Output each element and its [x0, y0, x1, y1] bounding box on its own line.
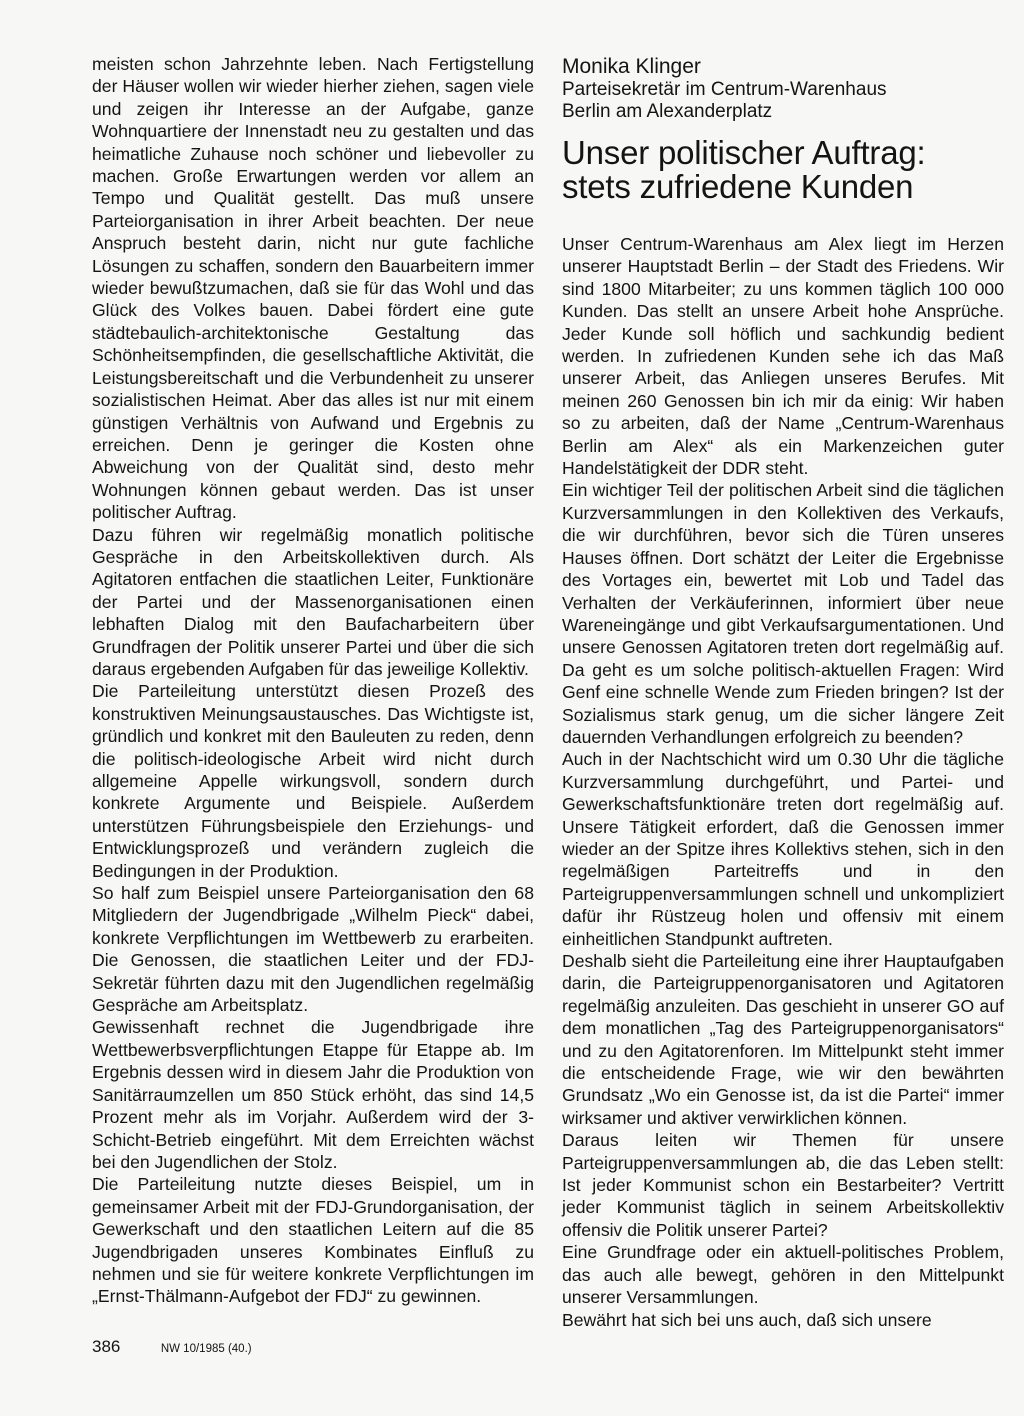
- author-role-line-2: Berlin am Alexanderplatz: [562, 101, 773, 122]
- right-paragraph-5: Daraus leiten wir Themen für unsere Parteigruppenversammlungen ab, die das Leben stellt: Ist jeder Kommunist schon ein Bestarbeiter? Vertritt jeder Kommunist täglich in seinem Arbeitskollektiv offensiv die Politik unserer Partei?: [562, 1130, 1004, 1240]
- author-name: Monika Klinger: [562, 55, 701, 78]
- left-paragraph-5: Gewissenhaft rechnet die Jugendbrigade ihre Wettbewerbsverpflichtungen Etappe für Etappe ab. Im Ergebnis dessen wird in diesem Jahr die Produktion von Sanitärraumzellen um 850 Stück erhöht, das sind 14,5 Prozent mehr als im Vorjahr. Außerdem wird der 3-Schicht-Betrieb eingeführt. Mit dem Erreichten wächst bei den Jugendlichen der Stolz.: [92, 1017, 534, 1172]
- right-column: [562, 53, 1004, 1331]
- issue-reference: NW 10/1985 (40.): [160, 1343, 252, 1355]
- page-number: 386: [92, 1337, 121, 1356]
- right-paragraph-6: Eine Grundfrage oder ein aktuell-politisches Problem, das auch alle bewegt, gehören in den Mittelpunkt unserer Versammlungen.: [562, 1242, 1004, 1308]
- right-paragraph-3: Auch in der Nachtschicht wird um 0.30 Uhr die tägliche Kurzversammlung durchgeführt, und Partei- und Gewerkschaftsfunktionäre treten dort regelmäßig auf. Unsere Tätigkeit erfordert, daß die Genossen immer wieder an der Spitze ihres Kollektivs stehen, sich in den regelmäßigen Parteitreffs und in den Parteigruppenversammlungen schnell und unkompliziert dafür ihr Rüstzeug holen und offensiv mit einem einheitlichen Standpunkt auftreten.: [562, 749, 1004, 949]
- right-paragraph-4: Deshalb sieht die Parteileitung eine ihrer Hauptaufgaben darin, die Parteigruppenorganisatoren und Agitatoren regelmäßig anzuleiten. Das geschieht in unserer GO auf dem monatlichen „Tag des Parteigruppenorganisators“ und zu den Agitatorenforen. Im Mittelpunkt steht immer die entscheidende Frage, wie wir den bewährten Grundsatz „Wo ein Genosse ist, da ist die Partei“ immer wirksamer und aktiver verwirklichen können.: [562, 951, 1004, 1128]
- right-paragraph-1: Unser Centrum-Warenhaus am Alex liegt im Herzen unserer Hauptstadt Berlin – der Stadt des Friedens. Wir sind 1800 Mitarbeiter; zu uns kommen täglich 100 000 Kunden. Das stellt an unsere Arbeit hohe Ansprüche. Jeder Kunde soll höflich und sachkundig bedient werden. In zufriedenen Kunden sehe ich das Maß unserer Arbeit, das Anliegen unseres Berufes. Mit meinen 260 Genossen bin ich mir da einig: Wir haben so zu arbeiten, daß der Name „Centrum-Warenhaus Berlin am Alex“ als ein Markenzeichen guter Handelstätigkeit der DDR steht.: [562, 234, 1004, 479]
- left-paragraph-4: So half zum Beispiel unsere Parteiorganisation den 68 Mitgliedern der Jugendbrigade „Wilhelm Pieck“ dabei, konkrete Verpflichtungen im Wettbewerb zu erarbeiten. Die Genossen, die staatlichen Leiter und der FDJ-Sekretär führten dazu mit den Jugendlichen regelmäßig Gespräche am Arbeitsplatz.: [92, 883, 534, 1016]
- left-paragraph-3: Die Parteileitung unterstützt diesen Prozeß des konstruktiven Meinungsaustausches. Das Wichtigste ist, gründlich und konkret mit den Bauleuten zu reden, denn die politisch-ideologische Arbeit wird nicht durch allgemeine Appelle wirkungsvoll, sondern durch konkrete Argumente und Beispiele. Außerdem unterstützen Führungsbeispiele den Erziehungs- und Entwicklungsprozeß und verändern zugleich die Bedingungen in der Produktion.: [92, 681, 534, 881]
- headline-line-1: Unser politischer Auftrag:: [562, 134, 926, 171]
- author-role-line-1: Parteisekretär im Centrum-Warenhaus: [562, 79, 887, 100]
- page-footer: [92, 1337, 252, 1357]
- left-column: [92, 53, 534, 1308]
- left-paragraph-1: meisten schon Jahrzehnte leben. Nach Fertigstellung der Häuser wollen wir wieder hierher ziehen, sagen viele und zeigen ihr Interesse an der Aufgabe, ganze Wohnquartiere der Innenstadt neu zu gestalten und das heimatliche Zuhause noch schöner und liebevoller zu machen. Große Erwartungen werden vor allem an Tempo und Qualität gestellt. Das muß unsere Parteiorganisation in ihrer Arbeit beachten. Der neue Anspruch besteht darin, nicht nur gute fachliche Lösungen zu schaffen, sondern den Bauarbeitern immer wieder bewußtzumachen, daß sie für das Wohl und das Glück des Volkes bauen. Dabei fördert eine gute städtebaulich-architektonische Gestaltung das Schönheitsempfinden, die gesellschaftliche Aktivität, die Leistungsbereitschaft und die Verbundenheit zu unserer sozialistischen Heimat. Aber das alles ist nur mit einem günstigen Verhältnis von Aufwand und Ergebnis zu erreichen. Denn je geringer die Kosten ohne Abweichung von der Qualität sind, desto mehr Wohnungen können gebaut werden. Das ist unser politischer Auftrag.: [92, 54, 534, 523]
- left-paragraph-2: Dazu führen wir regelmäßig monatlich politische Gespräche in den Arbeitskollektiven durch. Als Agitatoren entfachen die staatlichen Leiter, Funktionäre der Partei und der Massenorganisationen einen lebhaften Dialog mit den Baufacharbeitern über Grundfragen der Politik unserer Partei und über die sich daraus ergebenden Aufgaben für das jeweilige Kollektiv.: [92, 524, 534, 679]
- article-headline: [562, 136, 1004, 204]
- left-paragraph-6: Die Parteileitung nutzte dieses Beispiel, um in gemeinsamer Arbeit mit der FDJ-Grundorganisation, der Gewerkschaft und den staatlichen Leitern auf die 85 Jugendbrigaden unseres Kombinates Einfluß zu nehmen und sie für weitere konkrete Verpflichtungen im „Ernst-Thälmann-Aufgebot der FDJ“ zu gewinnen.: [92, 1174, 534, 1307]
- headline-line-2: stets zufriedene Kunden: [562, 168, 914, 205]
- right-paragraph-2: Ein wichtiger Teil der politischen Arbeit sind die täglichen Kurzversammlungen in den Kollektiven des Verkaufs, die wir durchführen, bevor sich die Türen unseres Hauses öffnen. Dort schätzt der Leiter die Ergebnisse des Vortages ein, bewertet mit Lob und Tadel das Verhalten der Verkäuferinnen, informiert über neue Wareneingänge und gibt Verkaufsargumentationen. Und unsere Genossen Agitatoren treten dort regelmäßig auf. Da geht es um solche politisch-aktuellen Fragen: Wird Genf eine schnelle Wende zum Frieden bringen? Ist der Sozialismus stark genug, um die sicher längere Zeit dauernden Verhandlungen erfolgreich zu beenden?: [562, 480, 1004, 747]
- right-paragraph-7: Bewährt hat sich bei uns auch, daß sich unsere: [562, 1309, 932, 1330]
